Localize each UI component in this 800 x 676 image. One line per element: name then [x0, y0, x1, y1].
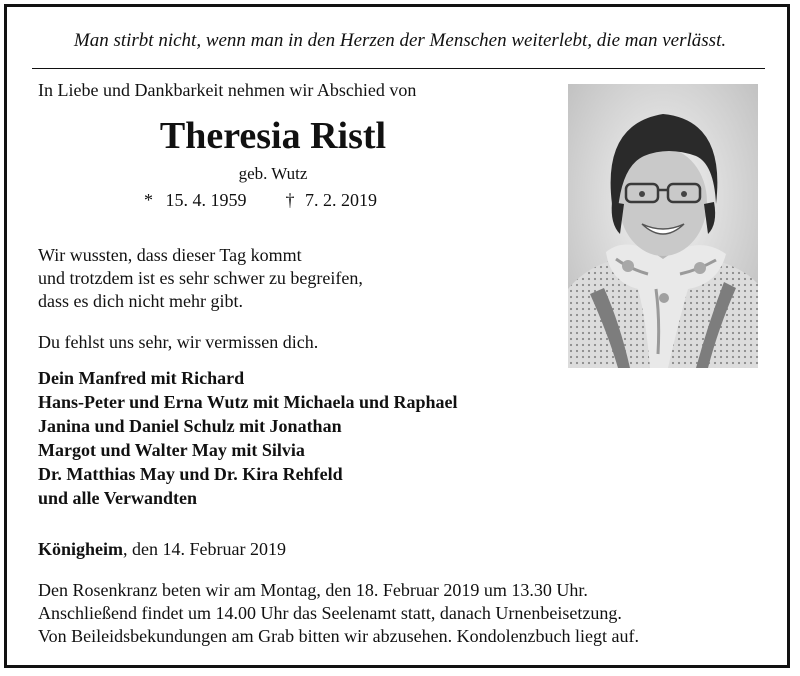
place-name: Königheim	[38, 539, 124, 559]
mourner-line: Dr. Matthias May und Dr. Kira Rehfeld	[38, 464, 343, 484]
born-date: 15. 4. 1959	[165, 190, 247, 210]
mourners-list	[38, 366, 458, 510]
place-date	[38, 539, 286, 560]
mourner-line: Margot und Walter May mit Silvia	[38, 440, 305, 460]
service-line: Von Beileidsbekundungen am Grab bitten wir abzusehen. Kondolenzbuch liegt auf.	[38, 626, 640, 646]
life-dates	[144, 190, 377, 211]
deceased-name: Theresia Ristl	[159, 115, 387, 157]
divider-line	[32, 68, 765, 69]
service-line: Den Rosenkranz beten wir am Montag, den 18. Februar 2019 um 13.30 Uhr.	[38, 580, 588, 600]
mourner-line: Janina und Daniel Schulz mit Jonathan	[38, 416, 342, 436]
miss-line: Du fehlst uns sehr, wir vermissen dich.	[38, 332, 319, 352]
verse-line: Wir wussten, dass dieser Tag kommt	[38, 245, 302, 265]
died-symbol: †	[285, 190, 295, 210]
verse-line: dass es dich nicht mehr gibt.	[38, 291, 243, 311]
maiden-name: geb. Wutz	[238, 164, 308, 183]
service-info	[38, 579, 639, 648]
mourner-line: und alle Verwandten	[38, 488, 198, 508]
service-line: Anschließend findet um 14.00 Uhr das Seelenamt statt, danach Urnenbeisetzung.	[38, 603, 622, 623]
motto: Man stirbt nicht, wenn man in den Herzen der Menschen weiterlebt, die man verlässt.	[73, 30, 727, 51]
died-date: 7. 2. 2019	[305, 190, 377, 210]
mourner-line: Hans-Peter und Erna Wutz mit Michaela und Raphael	[38, 392, 458, 412]
mourner-line: Dein Manfred mit Richard	[38, 368, 245, 388]
notice-date: , den 14. Februar 2019	[123, 539, 286, 559]
intro-text: In Liebe und Dankbarkeit nehmen wir Abschied von	[38, 80, 417, 100]
portrait-photo	[568, 84, 758, 368]
verse	[38, 244, 363, 313]
born-symbol: *	[144, 190, 153, 210]
verse-line: und trotzdem ist es sehr schwer zu begreifen,	[38, 268, 363, 288]
